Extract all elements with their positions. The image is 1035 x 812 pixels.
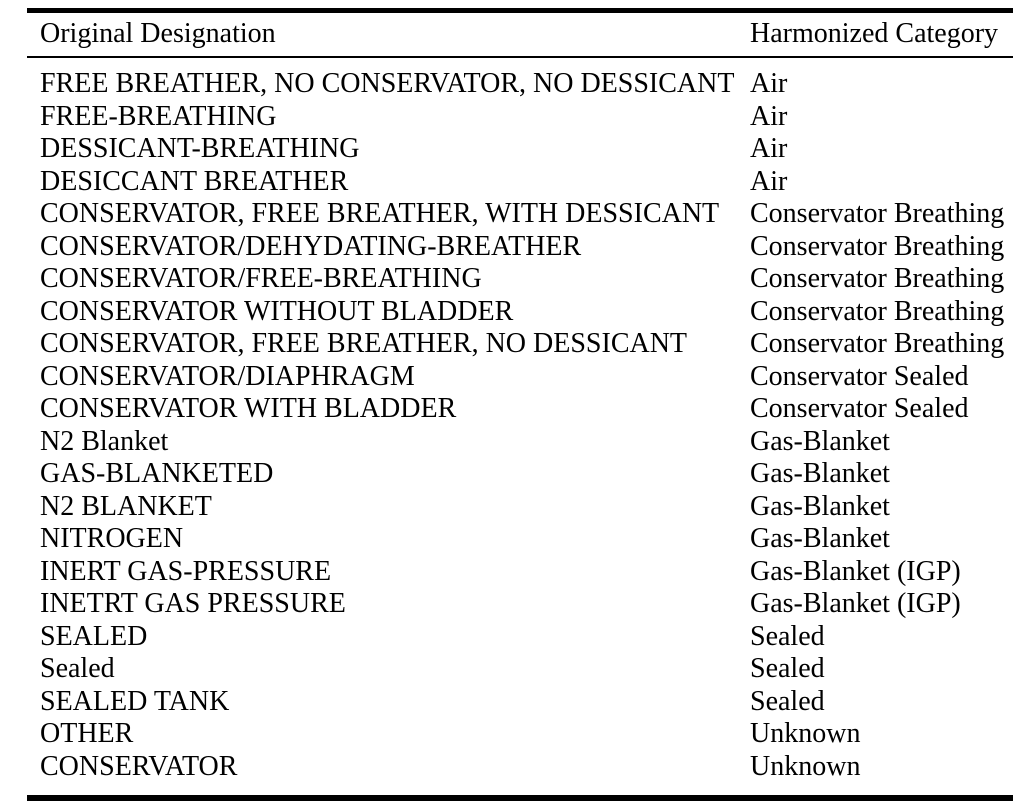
cell-original-designation: NITROGEN bbox=[40, 523, 184, 554]
cell-original-designation: FREE BREATHER, NO CONSERVATOR, NO DESSICANT bbox=[40, 68, 735, 99]
cell-original-designation: OTHER bbox=[40, 718, 134, 749]
cell-original-designation: SEALED TANK bbox=[40, 685, 230, 717]
cell-original-designation: CONSERVATOR bbox=[40, 750, 238, 782]
cell-harmonized-category: Conservator Breathing bbox=[750, 198, 1005, 229]
cell-harmonized-category: Conservator Sealed bbox=[750, 393, 969, 424]
cell-original-designation: GAS-BLANKETED bbox=[40, 458, 274, 489]
cell-original-designation: SEALED bbox=[40, 620, 148, 652]
table-row bbox=[40, 523, 1013, 556]
table-row bbox=[40, 328, 1013, 361]
cell-harmonized-category: Gas-Blanket (IGP) bbox=[750, 555, 961, 587]
cell-harmonized-category: Gas-Blanket (IGP) bbox=[750, 588, 961, 619]
column-header-harmonized-category: Harmonized Category bbox=[750, 18, 999, 50]
cell-harmonized-category: Unknown bbox=[750, 750, 861, 782]
table-row bbox=[40, 296, 1013, 329]
table-row bbox=[40, 458, 1013, 491]
cell-original-designation: FREE-BREATHING bbox=[40, 100, 277, 132]
cell-original-designation: CONSERVATOR, FREE BREATHER, WITH DESSICANT bbox=[40, 198, 720, 229]
cell-harmonized-category: Conservator Sealed bbox=[750, 360, 969, 392]
cell-original-designation: CONSERVATOR/FREE-BREATHING bbox=[40, 263, 482, 294]
table-row bbox=[40, 198, 1013, 231]
table-row bbox=[40, 166, 1013, 199]
cell-harmonized-category: Gas-Blanket bbox=[750, 458, 890, 489]
cell-harmonized-category: Sealed bbox=[750, 653, 825, 684]
cell-harmonized-category: Sealed bbox=[750, 685, 825, 717]
table-row bbox=[40, 68, 1013, 101]
cell-harmonized-category: Conservator Breathing bbox=[750, 295, 1005, 327]
cell-original-designation: Sealed bbox=[40, 653, 115, 684]
cell-harmonized-category: Unknown bbox=[750, 718, 861, 749]
table-row bbox=[40, 491, 1013, 524]
table-row bbox=[40, 653, 1013, 686]
table-row bbox=[40, 393, 1013, 426]
table-row bbox=[40, 621, 1013, 654]
cell-original-designation: N2 BLANKET bbox=[40, 490, 212, 522]
cell-original-designation: CONSERVATOR/DEHYDATING-BREATHER bbox=[40, 230, 582, 262]
column-header-original-designation: Original Designation bbox=[40, 18, 276, 50]
cell-harmonized-category: Air bbox=[750, 165, 788, 197]
cell-original-designation: CONSERVATOR WITH BLADDER bbox=[40, 393, 457, 424]
cell-original-designation: INETRT GAS PRESSURE bbox=[40, 588, 346, 619]
cell-harmonized-category: Conservator Breathing bbox=[750, 230, 1005, 262]
cell-original-designation: N2 Blanket bbox=[40, 425, 169, 457]
cell-original-designation: CONSERVATOR WITHOUT BLADDER bbox=[40, 295, 514, 327]
cell-harmonized-category: Gas-Blanket bbox=[750, 425, 890, 457]
cell-harmonized-category: Sealed bbox=[750, 620, 825, 652]
table-row bbox=[40, 556, 1013, 589]
cell-harmonized-category: Air bbox=[750, 100, 788, 132]
cell-original-designation: DESICCANT BREATHER bbox=[40, 165, 349, 197]
cell-original-designation: CONSERVATOR, FREE BREATHER, NO DESSICANT bbox=[40, 328, 688, 359]
table-bottom-rule bbox=[27, 795, 1013, 801]
cell-harmonized-category: Conservator Breathing bbox=[750, 263, 1005, 294]
table-row bbox=[40, 751, 1013, 784]
table-row bbox=[40, 718, 1013, 751]
cell-original-designation: CONSERVATOR/DIAPHRAGM bbox=[40, 360, 415, 392]
cell-harmonized-category: Gas-Blanket bbox=[750, 490, 890, 522]
table-row bbox=[40, 101, 1013, 134]
table-row bbox=[40, 588, 1013, 621]
cell-harmonized-category: Gas-Blanket bbox=[750, 523, 890, 554]
cell-original-designation: INERT GAS-PRESSURE bbox=[40, 555, 332, 587]
table-row bbox=[40, 426, 1013, 459]
table-row bbox=[40, 263, 1013, 296]
table-header-row bbox=[27, 13, 1013, 56]
table-row bbox=[40, 231, 1013, 264]
table-row bbox=[40, 686, 1013, 719]
table-body bbox=[27, 58, 1013, 795]
table-row bbox=[40, 361, 1013, 394]
cell-original-designation: DESSICANT-BREATHING bbox=[40, 133, 360, 164]
harmonization-table bbox=[27, 8, 1013, 801]
cell-harmonized-category: Air bbox=[750, 133, 788, 164]
table-row bbox=[40, 133, 1013, 166]
cell-harmonized-category: Conservator Breathing bbox=[750, 328, 1005, 359]
cell-harmonized-category: Air bbox=[750, 68, 788, 99]
